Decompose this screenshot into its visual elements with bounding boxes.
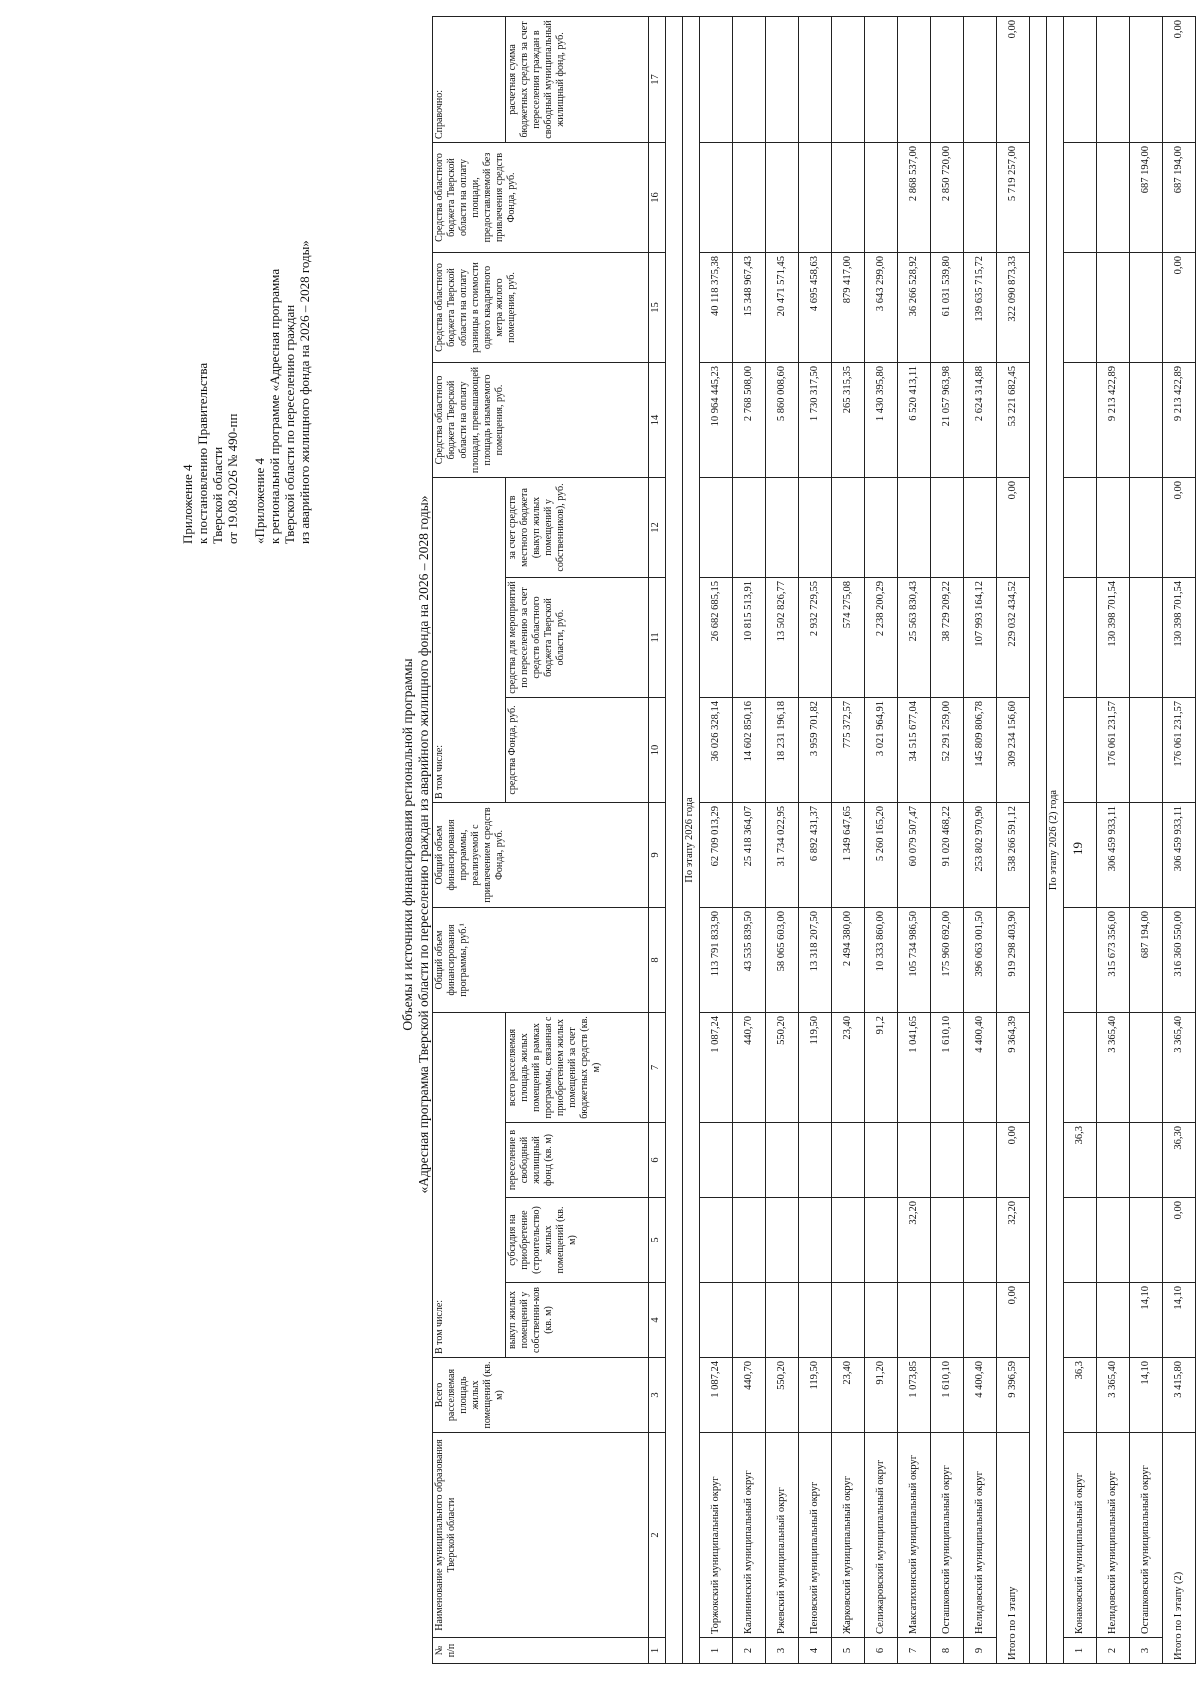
table-cell: 6 892 431,37 xyxy=(799,802,832,907)
table-cell: 1 087,24 xyxy=(700,1358,733,1433)
table-cell xyxy=(1097,1123,1130,1198)
table-cell xyxy=(931,1198,964,1283)
stage-heading-row xyxy=(683,16,700,1663)
table-cell: 21 057 963,98 xyxy=(931,362,964,477)
table-cell: 3 021 964,91 xyxy=(865,697,898,802)
table-cell xyxy=(832,16,865,142)
column-index-row xyxy=(649,16,666,1663)
table-cell xyxy=(1130,697,1163,802)
header-regional-money: средства для мероприятий по переселению за счет средств областного бюджета Тверской области, руб. xyxy=(506,577,649,697)
table-cell xyxy=(700,1123,733,1198)
table-cell: 1 xyxy=(1064,1638,1097,1664)
header-budget-area: всего расселяемая площадь жилых помещений в рамках программы, связанная с приобретением жилых помещений за счет бюджетных средств (кв. м) xyxy=(506,1012,649,1122)
table-cell xyxy=(733,142,766,252)
table-cell: 2 xyxy=(733,1638,766,1664)
table-cell xyxy=(964,142,997,252)
table-cell: 5 860 008,60 xyxy=(766,362,799,477)
table-cell: 1 073,85 xyxy=(898,1358,931,1433)
table-row xyxy=(898,16,931,1663)
table-cell xyxy=(931,477,964,577)
table-cell: 2 494 380,00 xyxy=(832,907,865,1012)
table-cell: 6 xyxy=(865,1638,898,1664)
table-cell xyxy=(733,1198,766,1283)
table-cell: 8 xyxy=(931,1638,964,1664)
total-cell: 316 360 550,00 xyxy=(1163,907,1196,1012)
table-cell xyxy=(832,1283,865,1358)
table-cell: 107 993 164,12 xyxy=(964,577,997,697)
header-excess-area: Средства областного бюджета Тверской области на оплату площади, превышающей площадь изымаемого помещения, руб. xyxy=(433,362,649,477)
table-cell: 306 459 933,11 xyxy=(1097,802,1130,907)
table-cell: 15 348 967,43 xyxy=(733,252,766,362)
table-cell: 4 xyxy=(799,1638,832,1664)
table-cell: 9 xyxy=(964,1638,997,1664)
header-buyout: выкуп жилых помещений у собственни-ков (кв. м) xyxy=(506,1283,649,1358)
table-cell: 31 734 022,95 xyxy=(766,802,799,907)
table-cell: 9 213 422,89 xyxy=(1097,362,1130,477)
table-cell: 58 065 603,00 xyxy=(766,907,799,1012)
column-index-cell: 17 xyxy=(649,16,666,142)
header-local-money: за счет средств местного бюджета (выкуп жилых помещений у собственников), руб. xyxy=(506,477,649,577)
table-cell: 4 695 458,63 xyxy=(799,252,832,362)
table-cell: 176 061 231,57 xyxy=(1097,697,1130,802)
table-cell xyxy=(766,477,799,577)
table-cell xyxy=(964,1123,997,1198)
table-cell: 1 430 395,80 xyxy=(865,362,898,477)
table-cell: 10 964 445,23 xyxy=(700,362,733,477)
column-index-cell: 6 xyxy=(649,1123,666,1198)
table-cell xyxy=(700,16,733,142)
total-cell: 0,00 xyxy=(997,1123,1030,1198)
total-label: Итого по I этапу (2) xyxy=(1163,1433,1196,1664)
total-cell: 306 459 933,11 xyxy=(1163,802,1196,907)
column-index-cell: 12 xyxy=(649,477,666,577)
table-cell xyxy=(733,1283,766,1358)
table-cell: 23,40 xyxy=(832,1358,865,1433)
table-cell xyxy=(1064,1012,1097,1122)
header-municipality: Наименование муниципального образования Тверской области xyxy=(433,1433,649,1638)
table-cell xyxy=(865,1123,898,1198)
table-cell xyxy=(931,1123,964,1198)
appendix-line: к постановлению Правительства xyxy=(195,362,210,544)
total-cell: 3 365,40 xyxy=(1163,1012,1196,1122)
table-cell: 3 365,40 xyxy=(1097,1012,1130,1122)
table-cell xyxy=(1064,802,1097,907)
stage-heading: По этапу 2026 года xyxy=(683,16,700,1663)
table-cell: 4 400,40 xyxy=(964,1012,997,1122)
appendix-line: от 19.08.2026 № 490-пп xyxy=(225,413,240,544)
total-cell: 5 719 257,00 xyxy=(997,142,1030,252)
total-cell: 229 032 434,52 xyxy=(997,577,1030,697)
table-cell: 34 515 677,04 xyxy=(898,697,931,802)
table-cell: 879 417,00 xyxy=(832,252,865,362)
column-index-cell: 3 xyxy=(649,1358,666,1433)
column-index-cell: 10 xyxy=(649,697,666,802)
table-cell xyxy=(799,1283,832,1358)
table-cell xyxy=(700,1283,733,1358)
column-index-cell: 9 xyxy=(649,802,666,907)
table-cell xyxy=(964,1283,997,1358)
table-cell xyxy=(799,1198,832,1283)
table-cell xyxy=(799,142,832,252)
total-cell: 538 266 591,12 xyxy=(997,802,1030,907)
table-cell: 14,10 xyxy=(1130,1358,1163,1433)
table-cell: 687 194,00 xyxy=(1130,907,1163,1012)
table-row xyxy=(766,16,799,1663)
table-cell xyxy=(766,1123,799,1198)
total-row xyxy=(997,16,1030,1663)
table-cell: 315 673 356,00 xyxy=(1097,907,1130,1012)
municipality-cell: Ржевский муниципальный округ xyxy=(766,1433,799,1638)
table-cell xyxy=(1064,577,1097,697)
total-cell: 3 415,80 xyxy=(1163,1358,1196,1433)
table-cell: 52 291 259,00 xyxy=(931,697,964,802)
table-cell xyxy=(1064,907,1097,1012)
table-cell xyxy=(1064,477,1097,577)
table-cell: 23,40 xyxy=(832,1012,865,1122)
table-row xyxy=(1130,16,1163,1663)
table-cell xyxy=(1130,577,1163,697)
appendix-line: к региональной программе «Адресная программа xyxy=(267,268,282,544)
table-cell xyxy=(700,1198,733,1283)
table-cell: 2 868 537,00 xyxy=(898,142,931,252)
total-cell: 0,00 xyxy=(1163,1198,1196,1283)
financing-table xyxy=(432,16,1196,1664)
table-title-line-2: «Адресная программа Тверской области по переселению граждан из аварийного жилищного фонда на 2026 – 2028 годы» xyxy=(416,495,431,1194)
table-cell: 2 768 508,00 xyxy=(733,362,766,477)
table-cell: 253 802 970,90 xyxy=(964,802,997,907)
table-cell: 5 260 165,20 xyxy=(865,802,898,907)
table-row xyxy=(700,16,733,1663)
table-cell: 1 610,10 xyxy=(931,1358,964,1433)
total-cell: 0,00 xyxy=(997,1283,1030,1358)
total-label: Итого по I этапу xyxy=(997,1433,1030,1664)
total-cell: 0,00 xyxy=(997,16,1030,142)
table-cell: 396 063 001,50 xyxy=(964,907,997,1012)
column-index-cell: 5 xyxy=(649,1198,666,1283)
table-row xyxy=(1064,16,1097,1663)
header-price-difference: Средства областного бюджета Тверской области на оплату разницы в стоимости одного квадратного метра жилого помещения, руб. xyxy=(433,252,649,362)
total-cell: 9 364,39 xyxy=(997,1012,1030,1122)
table-cell: 10 333 860,00 xyxy=(865,907,898,1012)
total-cell: 36,30 xyxy=(1163,1123,1196,1198)
total-cell: 176 061 231,57 xyxy=(1163,697,1196,802)
table-row xyxy=(799,16,832,1663)
appendix-line: Тверской области xyxy=(210,446,225,544)
table-cell: 119,50 xyxy=(799,1012,832,1122)
table-cell: 1 041,65 xyxy=(898,1012,931,1122)
table-row xyxy=(931,16,964,1663)
header-fund-financing: Общий объем финансирования программы, реализуемой с привлечением средств Фонда, руб. xyxy=(433,802,649,907)
table-cell xyxy=(733,477,766,577)
table-cell: 574 275,08 xyxy=(832,577,865,697)
table-cell: 687 194,00 xyxy=(1130,142,1163,252)
table-cell: 1 087,24 xyxy=(700,1012,733,1122)
table-cell: 7 xyxy=(898,1638,931,1664)
table-cell xyxy=(1130,362,1163,477)
table-cell xyxy=(898,16,931,142)
table-cell xyxy=(799,16,832,142)
table-cell: 20 471 571,45 xyxy=(766,252,799,362)
table-cell: 10 815 513,91 xyxy=(733,577,766,697)
table-cell: 43 535 839,50 xyxy=(733,907,766,1012)
table-cell xyxy=(964,477,997,577)
total-cell: 0,00 xyxy=(1163,477,1196,577)
table-cell xyxy=(733,16,766,142)
table-cell xyxy=(799,477,832,577)
table-cell xyxy=(766,1198,799,1283)
total-cell: 919 298 403,90 xyxy=(997,907,1030,1012)
table-cell: 105 734 986,50 xyxy=(898,907,931,1012)
table-cell xyxy=(1130,802,1163,907)
table-cell: 145 809 806,78 xyxy=(964,697,997,802)
table-cell: 440,70 xyxy=(733,1012,766,1122)
table-cell xyxy=(1064,1283,1097,1358)
page-number: 19 xyxy=(1070,842,1085,855)
table-cell: 1 349 647,65 xyxy=(832,802,865,907)
table-cell: 139 635 715,72 xyxy=(964,252,997,362)
table-cell: 5 xyxy=(832,1638,865,1664)
table-cell xyxy=(1064,697,1097,802)
column-index-cell: 4 xyxy=(649,1283,666,1358)
table-cell xyxy=(1097,16,1130,142)
table-cell xyxy=(700,477,733,577)
table-cell: 3 643 299,00 xyxy=(865,252,898,362)
spacer-row xyxy=(666,16,683,1663)
total-cell: 687 194,00 xyxy=(1163,142,1196,252)
table-cell: 14 602 850,16 xyxy=(733,697,766,802)
table-cell xyxy=(865,16,898,142)
table-cell xyxy=(865,142,898,252)
column-index-cell: 14 xyxy=(649,362,666,477)
table-cell: 2 238 200,29 xyxy=(865,577,898,697)
table-cell xyxy=(799,1123,832,1198)
appendix-line: «Приложение 4 xyxy=(252,457,267,544)
table-cell: 130 398 701,54 xyxy=(1097,577,1130,697)
table-cell xyxy=(1064,142,1097,252)
appendix-line: Приложение 4 xyxy=(180,464,195,544)
total-cell: 322 090 873,33 xyxy=(997,252,1030,362)
table-cell xyxy=(1064,362,1097,477)
table-cell: 36,3 xyxy=(1064,1358,1097,1433)
table-cell xyxy=(1130,1198,1163,1283)
header-group-sources: В том числе: xyxy=(433,477,506,802)
appendix-block xyxy=(180,240,312,544)
column-index-cell: 1 xyxy=(649,1638,666,1664)
table-cell: 32,20 xyxy=(898,1198,931,1283)
table-row xyxy=(832,16,865,1663)
header-total-area: Всего расселяемая площадь жилых помещений (кв. м) xyxy=(433,1358,649,1433)
stage-heading: По этапу 2026 (2) года xyxy=(1047,16,1064,1663)
table-cell: 265 315,35 xyxy=(832,362,865,477)
table-cell xyxy=(832,142,865,252)
table-cell: 14,10 xyxy=(1130,1283,1163,1358)
municipality-cell: Осташковский муниципальный округ xyxy=(931,1433,964,1638)
table-cell: 91,2 xyxy=(865,1012,898,1122)
header-reference-sum: расчетная сумма бюджетных средств за счет переселения граждан в свободный муниципальный жилищный фонд, руб. xyxy=(506,16,649,142)
table-row xyxy=(1097,16,1130,1663)
table-title-line-1: Объемы и источники финансирования региональной программы xyxy=(400,658,415,1031)
table-cell: 60 079 507,47 xyxy=(898,802,931,907)
table-cell xyxy=(1130,1012,1163,1122)
table-row xyxy=(964,16,997,1663)
municipality-cell: Нелидовский муниципальный округ xyxy=(964,1433,997,1638)
table-cell: 775 372,57 xyxy=(832,697,865,802)
table-cell xyxy=(964,1198,997,1283)
table-cell xyxy=(832,1123,865,1198)
table-cell xyxy=(1064,1198,1097,1283)
table-cell xyxy=(1097,477,1130,577)
municipality-cell: Жарковский муниципальный округ xyxy=(832,1433,865,1638)
table-cell: 3 xyxy=(1130,1638,1163,1664)
table-cell: 62 709 013,29 xyxy=(700,802,733,907)
table-cell xyxy=(898,1283,931,1358)
header-group-area: В том числе: xyxy=(433,1012,506,1357)
table-cell: 18 231 196,18 xyxy=(766,697,799,802)
table-cell: 2 932 729,55 xyxy=(799,577,832,697)
table-cell xyxy=(865,477,898,577)
table-cell xyxy=(1097,142,1130,252)
column-index-cell: 2 xyxy=(649,1433,666,1638)
table-cell: 550,20 xyxy=(766,1358,799,1433)
table-cell: 2 850 720,00 xyxy=(931,142,964,252)
table-cell: 1 xyxy=(700,1638,733,1664)
table-cell xyxy=(766,142,799,252)
total-cell: 14,10 xyxy=(1163,1283,1196,1358)
table-cell: 6 520 413,11 xyxy=(898,362,931,477)
municipality-cell: Максатихинский муниципальный округ xyxy=(898,1433,931,1638)
table-cell: 1 730 317,50 xyxy=(799,362,832,477)
table-cell: 36,3 xyxy=(1064,1123,1097,1198)
table-cell xyxy=(1064,16,1097,142)
municipality-cell: Осташковский муниципальный округ xyxy=(1130,1433,1163,1638)
table-cell xyxy=(898,477,931,577)
spacer-cell xyxy=(1030,16,1047,1663)
header-without-fund: Средства областного бюджета Тверской области на оплату площади, предоставляемой без привлечения средств Фонда, руб. xyxy=(433,142,649,252)
table-cell: 36 266 528,92 xyxy=(898,252,931,362)
total-cell: 9 213 422,89 xyxy=(1163,362,1196,477)
table-cell: 4 400,40 xyxy=(964,1358,997,1433)
table-cell xyxy=(832,1198,865,1283)
table-row xyxy=(865,16,898,1663)
total-cell: 0,00 xyxy=(1163,252,1196,362)
table-cell xyxy=(1130,16,1163,142)
column-index-cell: 15 xyxy=(649,252,666,362)
table-cell: 1 610,10 xyxy=(931,1012,964,1122)
table-cell xyxy=(1130,252,1163,362)
total-cell: 0,00 xyxy=(997,477,1030,577)
header-subsidy: субсидия на приобретение (строительство) жилых помещений (кв. м) xyxy=(506,1198,649,1283)
header-group-reference: Справочно: xyxy=(433,16,506,142)
municipality-cell: Калининский муниципальный округ xyxy=(733,1433,766,1638)
table-cell: 13 502 826,77 xyxy=(766,577,799,697)
table-cell: 440,70 xyxy=(733,1358,766,1433)
table-cell: 2 624 314,88 xyxy=(964,362,997,477)
header-num: № п/п xyxy=(433,1638,649,1664)
table-cell xyxy=(865,1283,898,1358)
table-cell: 25 418 364,07 xyxy=(733,802,766,907)
table-cell: 91,20 xyxy=(865,1358,898,1433)
table-cell: 3 365,40 xyxy=(1097,1358,1130,1433)
total-cell: 309 234 156,60 xyxy=(997,697,1030,802)
table-cell: 550,20 xyxy=(766,1012,799,1122)
table-cell xyxy=(865,1198,898,1283)
total-cell: 32,20 xyxy=(997,1198,1030,1283)
table-cell xyxy=(1097,252,1130,362)
table-cell: 25 563 830,43 xyxy=(898,577,931,697)
column-index-cell: 7 xyxy=(649,1012,666,1122)
table-cell: 13 318 207,50 xyxy=(799,907,832,1012)
table-cell: 40 118 375,38 xyxy=(700,252,733,362)
table-cell xyxy=(700,142,733,252)
total-cell: 9 396,59 xyxy=(997,1358,1030,1433)
municipality-cell: Нелидовский муниципальный округ xyxy=(1097,1433,1130,1638)
table-cell xyxy=(1097,1283,1130,1358)
table-row xyxy=(733,16,766,1663)
table-cell: 175 960 692,00 xyxy=(931,907,964,1012)
municipality-cell: Селижаровский муниципальный округ xyxy=(865,1433,898,1638)
table-cell xyxy=(766,16,799,142)
header-free-fund: переселение в свободный жилищный фонд (кв. м) xyxy=(506,1123,649,1198)
table-cell xyxy=(931,1283,964,1358)
table-cell xyxy=(1097,1198,1130,1283)
table-cell: 2 xyxy=(1097,1638,1130,1664)
table-cell xyxy=(832,477,865,577)
table-cell: 36 026 328,14 xyxy=(700,697,733,802)
table-cell: 38 729 209,22 xyxy=(931,577,964,697)
total-cell: 130 398 701,54 xyxy=(1163,577,1196,697)
table-cell: 3 xyxy=(766,1638,799,1664)
total-cell: 53 221 682,45 xyxy=(997,362,1030,477)
total-cell: 0,00 xyxy=(1163,16,1196,142)
table-cell: 3 959 701,82 xyxy=(799,697,832,802)
table-cell xyxy=(898,1123,931,1198)
spacer-row xyxy=(1030,16,1047,1663)
column-index-cell: 8 xyxy=(649,907,666,1012)
table-cell xyxy=(1130,477,1163,577)
table-cell xyxy=(964,16,997,142)
table-cell xyxy=(931,16,964,142)
appendix-line: из аварийного жилищного фонда на 2026 – 2028 годы» xyxy=(297,240,312,544)
table-cell xyxy=(1130,1123,1163,1198)
table-cell xyxy=(1064,252,1097,362)
table-cell xyxy=(733,1123,766,1198)
table-cell: 91 020 468,22 xyxy=(931,802,964,907)
table-cell: 26 682 685,15 xyxy=(700,577,733,697)
appendix-line: Тверской области по переселению граждан xyxy=(282,304,297,544)
header-total-financing: Общий объем финансирования программы, руб.¹ xyxy=(433,907,649,1012)
table-cell: 119,50 xyxy=(799,1358,832,1433)
table-cell: 113 791 833,90 xyxy=(700,907,733,1012)
table-cell xyxy=(766,1283,799,1358)
spacer-cell xyxy=(666,16,683,1663)
column-index-cell: 11 xyxy=(649,577,666,697)
total-row xyxy=(1163,16,1196,1663)
column-index-cell: 16 xyxy=(649,142,666,252)
header-fund-money: средства Фонда, руб. xyxy=(506,697,649,802)
municipality-cell: Конаковский муниципальный округ xyxy=(1064,1433,1097,1638)
stage-heading-row xyxy=(1047,16,1064,1663)
municipality-cell: Пеновский муниципальный округ xyxy=(799,1433,832,1638)
municipality-cell: Торжокский муниципальный округ xyxy=(700,1433,733,1638)
table-cell: 61 031 539,80 xyxy=(931,252,964,362)
